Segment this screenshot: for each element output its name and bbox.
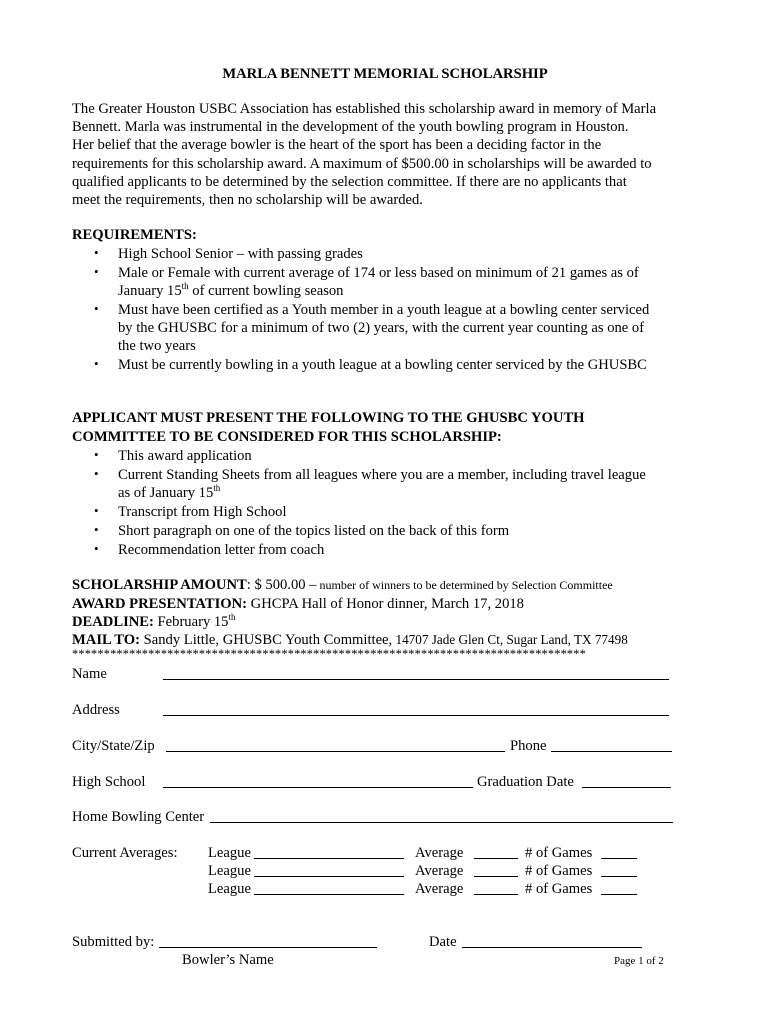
requirement-date: January 15 (118, 283, 182, 299)
bullet-icon: • (94, 522, 99, 537)
bullet-icon: • (94, 356, 99, 371)
intro-line: The Greater Houston USBC Association has established this scholarship award in memory of Marla (72, 101, 657, 117)
mail-address: 14707 Jade Glen Ct, Sugar Land, TX 77498 (392, 632, 628, 647)
requirement-item: Must have been certified as a Youth member in a youth league at a bowling center serviced (118, 302, 650, 318)
address-label: Address (72, 702, 120, 718)
league-field[interactable] (254, 894, 404, 895)
phone-field[interactable] (551, 751, 672, 752)
applicant-item-continued (118, 484, 220, 504)
bullet-icon: • (94, 503, 99, 518)
league-label: League (208, 863, 251, 879)
deadline-label: DEADLINE: (72, 614, 154, 630)
submitted-by-label: Submitted by: (72, 934, 155, 950)
intro-line: requirements for this scholarship award. A maximum of $500.00 in scholarships will be awarded to (72, 155, 652, 172)
graduation-date-label: Graduation Date (477, 774, 574, 790)
bullet-icon: • (94, 301, 99, 316)
games-field[interactable] (601, 876, 637, 877)
requirement-item: Must be currently bowling in a youth league at a bowling center serviced by the GHUSBC (118, 357, 647, 373)
intro-line: Her belief that the average bowler is the heart of the sport has been a deciding factor in the (72, 137, 602, 154)
requirement-item-continued: the two years (118, 338, 196, 354)
submitted-by-field[interactable] (159, 947, 377, 948)
games-label: # of Games (525, 881, 593, 897)
name-field[interactable] (163, 679, 669, 680)
deadline-value: February 15 (153, 614, 229, 630)
requirement-item-continued: by the GHUSBC for a minimum of two (2) years, with the current year counting as one of (118, 320, 645, 336)
bullet-icon: • (94, 447, 99, 462)
requirement-item: High School Senior – with passing grades (118, 246, 363, 262)
award-presentation (72, 595, 524, 614)
award-value: GHCPA Hall of Honor dinner, March 17, 2018 (247, 596, 524, 612)
applicant-item: Current Standing Sheets from all leagues where you are a member, including travel league (118, 467, 646, 483)
league-field[interactable] (254, 876, 404, 877)
amount-label: SCHOLARSHIP AMOUNT (72, 577, 247, 593)
current-averages-label: Current Averages: (72, 845, 178, 861)
mail-label: MAIL TO: (72, 632, 140, 648)
games-field[interactable] (601, 894, 637, 895)
city-state-zip-label: City/State/Zip (72, 738, 155, 754)
average-field[interactable] (474, 858, 518, 859)
bullet-icon: • (94, 466, 99, 481)
scholarship-amount (72, 576, 613, 595)
applicant-date: as of January 15 (118, 485, 214, 501)
bullet-icon: • (94, 264, 99, 279)
page-number: Page 1 of 2 (614, 955, 664, 967)
high-school-label: High School (72, 774, 146, 790)
bullet-icon: • (94, 541, 99, 556)
address-field[interactable] (163, 715, 669, 716)
award-label: AWARD PRESENTATION: (72, 596, 248, 612)
high-school-field[interactable] (163, 787, 473, 788)
amount-note: number of winners to be determined by Selection Committee (316, 578, 613, 592)
phone-label: Phone (510, 738, 547, 754)
intro-paragraph (72, 100, 692, 209)
amount-value: $ 500.00 – (250, 577, 317, 593)
requirement-item: Male or Female with current average of 174 or less based on minimum of 21 games as of (118, 265, 639, 281)
graduation-date-field[interactable] (582, 787, 671, 788)
intro-line: Bennett. Marla was instrumental in the development of the youth bowling program in Houston. (72, 119, 629, 136)
average-label: Average (415, 845, 464, 861)
requirement-item-continued (118, 282, 343, 302)
applicant-item: Short paragraph on one of the topics listed on the back of this form (118, 523, 510, 539)
league-field[interactable] (254, 858, 404, 859)
applicant-heading: APPLICANT MUST PRESENT THE FOLLOWING TO THE GHUSBC YOUTH (72, 410, 585, 426)
intro-line: qualified applicants to be determined by the selection committee. If there are no applicants that (72, 173, 627, 190)
bullet-icon: • (94, 245, 99, 260)
date-label: Date (429, 934, 457, 950)
date-field[interactable] (462, 947, 642, 948)
ordinal-suffix: th (181, 281, 189, 291)
page-title: MARLA BENNETT MEMORIAL SCHOLARSHIP (222, 66, 548, 82)
ordinal-suffix: th (228, 612, 236, 622)
home-bowling-center-field[interactable] (210, 822, 673, 823)
league-label: League (208, 881, 251, 897)
average-field[interactable] (474, 876, 518, 877)
applicant-item: This award application (118, 448, 252, 464)
home-bowling-center-label: Home Bowling Center (72, 809, 205, 825)
games-label: # of Games (525, 863, 593, 879)
separator-line: ********************************************************************************* (72, 647, 586, 661)
amount-colon: : (246, 577, 251, 593)
games-label: # of Games (525, 845, 593, 861)
mail-value: Sandy Little, GHUSBC Youth Committee, (140, 632, 393, 648)
applicant-heading: COMMITTEE TO BE CONSIDERED FOR THIS SCHOLARSHIP: (72, 429, 502, 445)
applicant-item: Transcript from High School (118, 504, 287, 520)
average-label: Average (415, 863, 464, 879)
name-label: Name (72, 666, 107, 682)
intro-line: meet the requirements, then no scholarship will be awarded. (72, 192, 423, 209)
average-field[interactable] (474, 894, 518, 895)
ordinal-suffix: th (213, 483, 221, 493)
requirements-heading: REQUIREMENTS: (72, 227, 197, 243)
bowler-name-label: Bowler’s Name (182, 952, 274, 968)
average-label: Average (415, 881, 464, 897)
applicant-item: Recommendation letter from coach (118, 542, 325, 558)
city-state-zip-field[interactable] (166, 751, 505, 752)
league-label: League (208, 845, 251, 861)
requirement-text: of current bowling season (188, 283, 344, 299)
games-field[interactable] (601, 858, 637, 859)
